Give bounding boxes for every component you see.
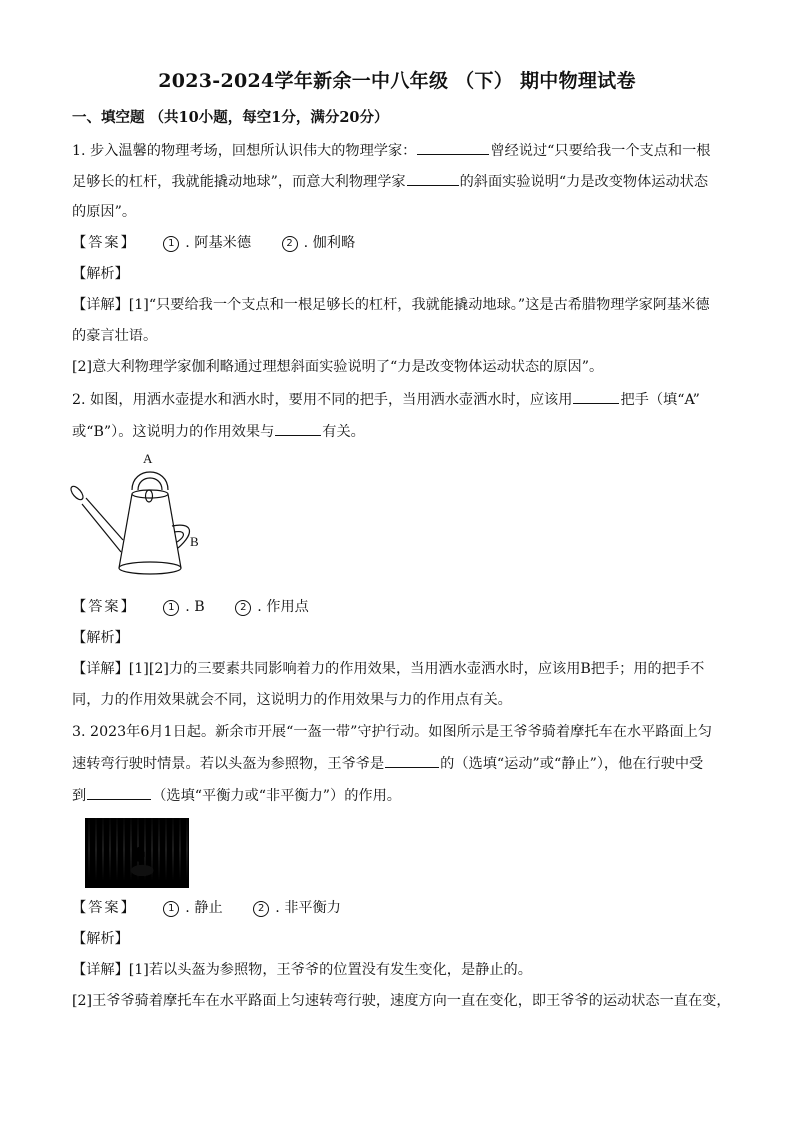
q3-stem-line1: 3. 2023年6月1日起。新余市开展“一盔一带”守护行动。如图所示是王爷爷骑着摩托车在水平路面上匀 <box>72 724 713 740</box>
q1-detail-line1: 【详解】[1]“只要给我一个支点和一根足够长的杠杆，我就能撬动地球。”这是古希腊物理学家阿基米德 <box>72 297 710 313</box>
q3-answer-2 <box>253 898 341 918</box>
q2-blank-1 <box>573 389 619 404</box>
q2-analysis-label: 【解析】 <box>72 630 129 646</box>
q3-answer <box>72 898 367 918</box>
circled-number-1: 1 <box>163 901 179 917</box>
figure-label-a: A <box>143 451 153 466</box>
q2-text: 或“B”）。这说明力的作用效果与 <box>72 424 275 440</box>
section-heading: 一、填空题 （共10小题，每空1分，满分20分） <box>72 109 389 126</box>
circled-number-2: 2 <box>282 236 298 252</box>
circled-number-1: 1 <box>163 236 179 252</box>
motorcycle-rider-photo <box>85 818 189 888</box>
q1-blank-1 <box>417 140 489 155</box>
q3-text: 速转弯行驶时情景。若以头盔为参照物，王爷爷是 <box>72 756 385 772</box>
q3-blank-1 <box>385 753 439 768</box>
answer-text: . 伽利略 <box>303 235 356 251</box>
q3-text: 到 <box>72 788 87 804</box>
q1-text: 的斜面实验说明“力是改变物体运动状态 <box>459 174 709 190</box>
q1-stem-line3: 的原因”。 <box>72 204 137 220</box>
q3-detail-line1: 【详解】[1]若以头盔为参照物，王爷爷的位置没有发生变化，是静止的。 <box>72 962 532 978</box>
q2-text: 有关。 <box>322 424 365 440</box>
circled-number-2: 2 <box>235 600 251 616</box>
q1-blank-2 <box>407 171 459 186</box>
answer-label: 【答案】 <box>72 235 137 251</box>
q2-detail-line1: 【详解】[1][2]力的三要素共同影响着力的作用效果，当用洒水壶洒水时，应该用B把手；用的把手不 <box>72 661 705 677</box>
q1-detail-line3: [2]意大利物理学家伽利略通过理想斜面实验说明了“力是改变物体运动状态的原因”。 <box>72 359 604 375</box>
watering-can-figure <box>68 448 218 584</box>
answer-label: 【答案】 <box>72 900 137 916</box>
answer-label: 【答案】 <box>72 599 137 615</box>
q3-stem-line2 <box>72 753 703 774</box>
q1-answer-2 <box>282 233 356 253</box>
q1-stem-line1 <box>72 140 710 161</box>
q2-answer-1 <box>163 597 204 617</box>
q3-blank-2 <box>87 785 151 800</box>
q2-answer <box>72 597 335 617</box>
q3-stem-line3 <box>72 785 401 806</box>
q1-stem-line2 <box>72 171 708 192</box>
answer-text: . 作用点 <box>257 599 309 615</box>
figure-label-b: B <box>190 534 199 549</box>
q3-text: （选填“平衡力或“非平衡力”）的作用。 <box>152 788 401 804</box>
q1-text: 1. 步入温馨的物理考场，回想所认识伟大的物理学家： <box>72 143 417 159</box>
q2-blank-2 <box>275 421 321 436</box>
q1-answer-1 <box>163 233 251 253</box>
q2-stem-line2 <box>72 421 365 442</box>
answer-text: . 静止 <box>185 900 223 916</box>
q2-detail-line2: 同，力的作用效果就会不同，这说明力的作用效果与力的作用点有关。 <box>72 692 512 708</box>
q3-detail-line2: [2]王爷爷骑着摩托车在水平路面上匀速转弯行驶，速度方向一直在变化，即王爷爷的运动状态一直在变， <box>72 993 731 1009</box>
q1-detail-line2: 的豪言壮语。 <box>72 328 158 344</box>
q3-text: 的（选填“运动”或“静止”），他在行驶中受 <box>440 756 704 772</box>
q1-analysis-label: 【解析】 <box>72 266 129 282</box>
q2-answer-2 <box>235 597 309 617</box>
answer-text: . B <box>185 599 205 615</box>
q1-answer <box>72 233 381 253</box>
q3-analysis-label: 【解析】 <box>72 931 129 947</box>
q2-stem-line1 <box>72 389 700 410</box>
q2-text: 2. 如图，用洒水壶提水和洒水时，要用不同的把手，当用洒水壶洒水时，应该用 <box>72 392 573 408</box>
page-title: 2023-2024学年新余一中八年级 （下） 期中物理试卷 <box>158 70 636 92</box>
circled-number-1: 1 <box>163 600 179 616</box>
q2-text: 把手（填“A” <box>620 392 700 408</box>
circled-number-2: 2 <box>253 901 269 917</box>
q1-text: 足够长的杠杆，我就能撬动地球”，而意大利物理学家 <box>72 174 406 190</box>
q1-text: 曾经说过“只要给我一个支点和一根 <box>490 143 711 159</box>
answer-text: . 非平衡力 <box>275 900 341 916</box>
q3-answer-1 <box>163 898 222 918</box>
answer-text: . 阿基米德 <box>185 235 252 251</box>
